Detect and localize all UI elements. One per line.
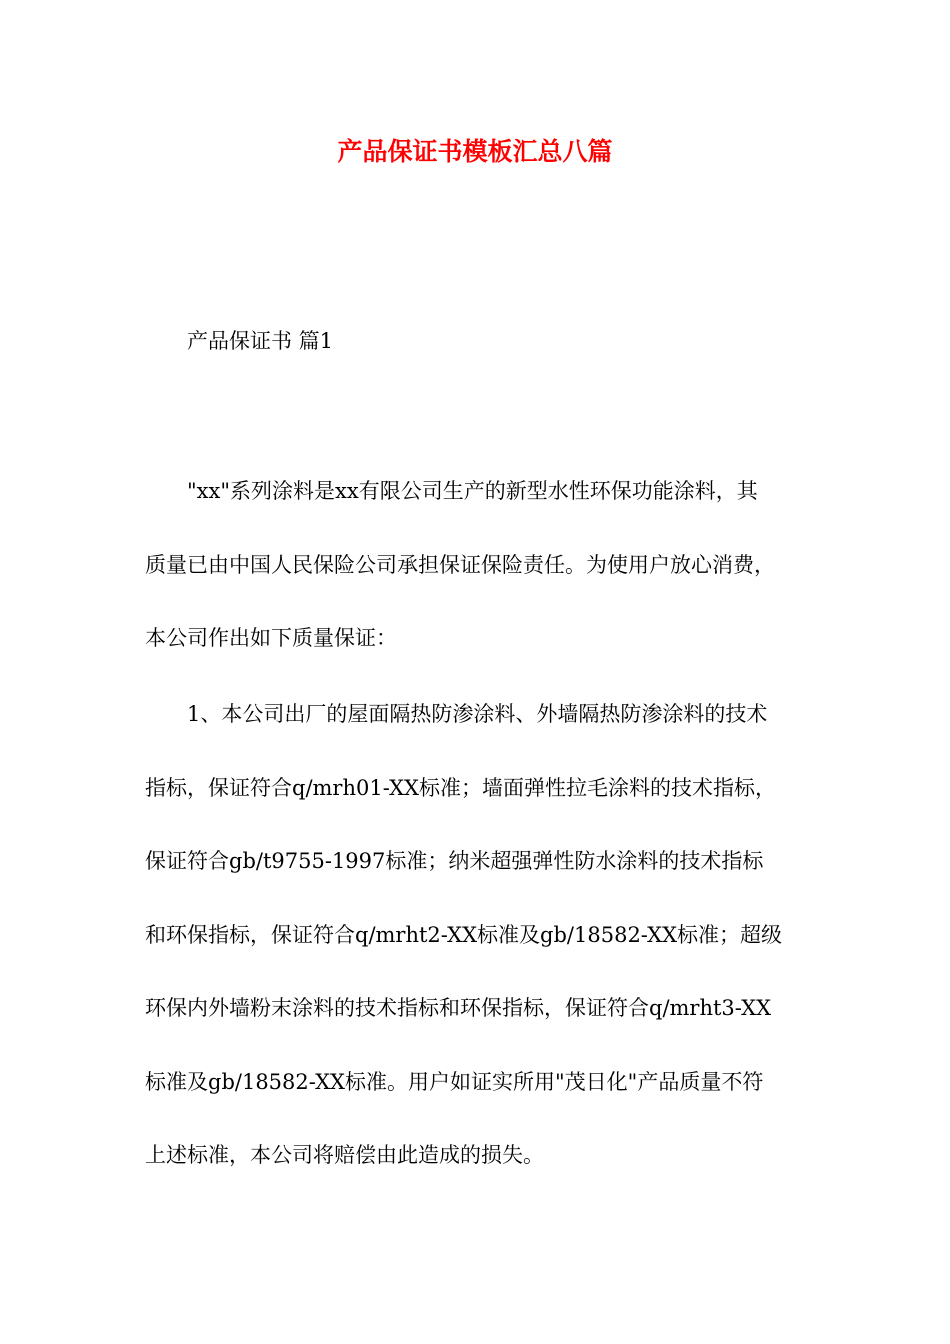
paragraph-line: 质量已由中国人民保险公司承担保证保险责任。为使用户放心消费，: [145, 552, 775, 577]
paragraph-line: 1、本公司出厂的屋面隔热防渗涂料、外墙隔热防渗涂料的技术: [187, 702, 768, 726]
section-heading: 产品保证书 篇1: [187, 329, 334, 353]
paragraph-intro: [145, 476, 775, 697]
paragraph-guarantee-1: [145, 699, 782, 1214]
paragraph-line: 本公司作出如下质量保证：: [145, 626, 397, 650]
document-title: 产品保证书模板汇总八篇: [337, 137, 613, 166]
paragraph-line: 指标，保证符合q/mrh01-XX标准；墙面弹性拉毛涂料的技术指标，: [145, 775, 776, 800]
paragraph-line: 环保内外墙粉末涂料的技术指标和环保指标，保证符合q/mrht3-XX: [145, 996, 772, 1020]
paragraph-line: 标准及gb/18582-XX标准。用户如证实所用"茂日化"产品质量不符: [145, 1069, 764, 1094]
paragraph-line: 和环保指标，保证符合q/mrht2-XX标准及gb/18582-XX标准；超级: [145, 922, 783, 947]
paragraph-line: 保证符合gb/t9755-1997标准；纳米超强弹性防水涂料的技术指标: [145, 849, 764, 873]
paragraph-line: 上述标准，本公司将赔偿由此造成的损失。: [145, 1143, 544, 1167]
paragraph-line: "xx"系列涂料是xx有限公司生产的新型水性环保功能涂料，其: [187, 479, 758, 503]
